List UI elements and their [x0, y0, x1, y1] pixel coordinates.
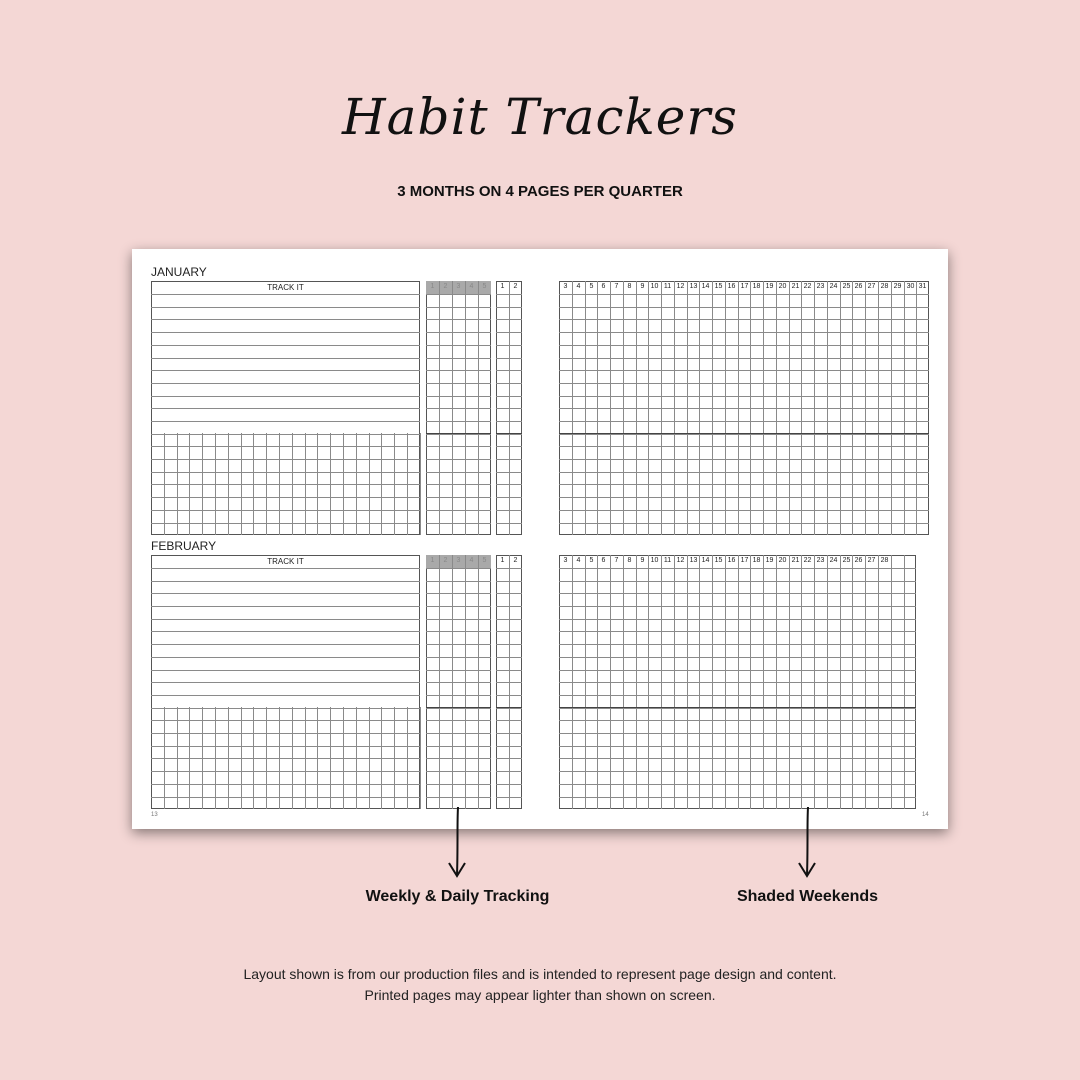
track-it-grid-column: [394, 707, 395, 809]
daily-row: [496, 758, 522, 759]
day-header: 8: [627, 557, 632, 564]
track-it-grid-column: [164, 433, 165, 535]
day-header: 21: [791, 557, 800, 564]
daily-row: [496, 670, 522, 671]
section-divider: [559, 433, 929, 434]
weekly-row: [426, 606, 491, 607]
daily-row: [559, 771, 916, 772]
track-it-label: TRACK IT: [267, 557, 304, 566]
track-it-row: [151, 497, 420, 498]
daily-row: [496, 784, 522, 785]
daily-row: [559, 358, 929, 359]
disclaimer-line-2: Printed pages may appear lighter than shown on screen.: [364, 987, 716, 1003]
track-it-label: TRACK IT: [267, 283, 304, 292]
daily-row: [496, 510, 522, 511]
weekly-row: [426, 784, 491, 785]
day-header: 9: [640, 557, 645, 564]
track-it-row: [151, 358, 420, 359]
daily-row: [496, 307, 522, 308]
track-it-grid-column: [356, 433, 357, 535]
day-header: 6: [601, 557, 606, 564]
weekly-row: [426, 459, 491, 460]
day-header: 26: [854, 283, 863, 290]
day-header: 5: [589, 557, 594, 564]
day-header: 7: [614, 283, 619, 290]
day-header: 25: [842, 283, 851, 290]
track-it-row: [151, 784, 420, 785]
daily-row: [559, 421, 929, 422]
daily-row: [496, 484, 522, 485]
day-header: 22: [803, 283, 812, 290]
day-header: 20: [778, 283, 787, 290]
weekly-row: [426, 332, 491, 333]
weekly-header: 1: [430, 283, 435, 290]
track-it-grid-column: [279, 433, 280, 535]
track-it-grid-column: [266, 707, 267, 809]
track-it-grid-column: [189, 707, 190, 809]
page-subtitle: 3 MONTHS ON 4 PAGES PER QUARTER: [397, 183, 683, 200]
daily-row: [496, 746, 522, 747]
day-header: 7: [614, 557, 619, 564]
day-header: 5: [589, 283, 594, 290]
section-divider: [559, 707, 916, 708]
daily-row: [559, 733, 916, 734]
daily-row: [559, 434, 929, 435]
day-header: 12: [676, 283, 685, 290]
track-it-row: [151, 459, 420, 460]
day-header: 27: [867, 557, 876, 564]
track-it-row: [151, 472, 420, 473]
track-it-row: [151, 733, 420, 734]
daily-row: [559, 631, 916, 632]
daily-row: [559, 720, 916, 721]
track-it-row: [151, 345, 420, 346]
daily-row: [496, 332, 522, 333]
weekly-row: [426, 319, 491, 320]
daily-row: [496, 497, 522, 498]
daily-row: [496, 319, 522, 320]
month-label: FEBRUARY: [151, 539, 217, 553]
track-it-row: [151, 593, 420, 594]
day-header: 3: [563, 557, 568, 564]
daily-row: [496, 581, 522, 582]
track-it-grid-column: [279, 707, 280, 809]
daily-row: [496, 797, 522, 798]
track-it-row: [151, 434, 420, 435]
weekly-row: [426, 695, 491, 696]
track-it-grid-column: [241, 433, 242, 535]
track-it-grid-column: [164, 707, 165, 809]
day-header: 28: [880, 283, 889, 290]
daily-row: [496, 294, 522, 295]
daily-row: [559, 797, 916, 798]
disclaimer-line-1: Layout shown is from our production files and is intended to represent page design and content.: [243, 966, 837, 982]
track-it-grid-column: [266, 433, 267, 535]
weekly-row: [426, 670, 491, 671]
track-it-grid-column: [407, 707, 408, 809]
day-header: 30: [906, 283, 915, 290]
track-it-grid-column: [228, 707, 229, 809]
daily-row: [496, 771, 522, 772]
day-header: 18: [752, 557, 761, 564]
daily-row: [559, 319, 929, 320]
day-header: 23: [816, 557, 825, 564]
day-header: 1: [500, 283, 505, 290]
weekly-row: [426, 446, 491, 447]
daily-row: [559, 784, 916, 785]
day-header: 8: [627, 283, 632, 290]
daily-row: [496, 720, 522, 721]
track-it-grid-column: [343, 707, 344, 809]
day-header: 12: [676, 557, 685, 564]
track-it-row: [151, 332, 420, 333]
daily-row: [559, 408, 929, 409]
track-it-grid-column: [202, 433, 203, 535]
daily-row: [496, 644, 522, 645]
day-header: 4: [576, 557, 581, 564]
weekly-row: [426, 797, 491, 798]
daily-row: [559, 523, 929, 524]
track-it-grid-column: [177, 707, 178, 809]
track-it-grid-column: [253, 433, 254, 535]
day-header: 16: [727, 557, 736, 564]
daily-row: [496, 695, 522, 696]
track-it-row: [151, 708, 420, 709]
track-it-row: [151, 606, 420, 607]
track-it-grid-column: [241, 707, 242, 809]
daily-row: [559, 593, 916, 594]
daily-row: [559, 332, 929, 333]
track-it-grid-column: [253, 707, 254, 809]
weekly-row: [426, 358, 491, 359]
track-it-row: [151, 523, 420, 524]
daily-row: [559, 619, 916, 620]
track-it-grid-column: [292, 707, 293, 809]
caption-weekly-daily: Weekly & Daily Tracking: [365, 888, 550, 905]
weekly-row: [426, 746, 491, 747]
day-header: 3: [563, 283, 568, 290]
weekly-row: [426, 497, 491, 498]
disclaimer: [0, 964, 1080, 1006]
track-it-grid-column: [177, 433, 178, 535]
weekly-row: [426, 408, 491, 409]
day-header: 13: [689, 557, 698, 564]
daily-row: [559, 606, 916, 607]
day-header: 15: [714, 283, 723, 290]
weekly-row: [426, 631, 491, 632]
daily-row: [496, 408, 522, 409]
weekly-row: [426, 345, 491, 346]
weekly-row: [426, 644, 491, 645]
track-it-row: [151, 771, 420, 772]
day-header: 19: [765, 557, 774, 564]
track-it-row: [151, 421, 420, 422]
track-it-grid-column: [394, 433, 395, 535]
arrow-down-icon: [445, 805, 469, 880]
day-header: 31: [918, 283, 927, 290]
daily-row: [496, 345, 522, 346]
weekly-header: 3: [456, 283, 461, 290]
daily-row: [496, 446, 522, 447]
track-it-row: [151, 446, 420, 447]
track-it-row: [151, 695, 420, 696]
day-header: 21: [791, 283, 800, 290]
weekly-row: [426, 383, 491, 384]
track-it-row: [151, 619, 420, 620]
day-header: 10: [650, 283, 659, 290]
weekly-row: [426, 510, 491, 511]
track-it-grid-column: [215, 433, 216, 535]
weekly-row: [426, 370, 491, 371]
daily-row: [496, 593, 522, 594]
track-it-row: [151, 670, 420, 671]
track-it-row: [151, 370, 420, 371]
weekly-row: [426, 593, 491, 594]
track-it-grid-column: [215, 707, 216, 809]
track-it-row: [151, 307, 420, 308]
daily-row: [559, 695, 916, 696]
day-header: 19: [765, 283, 774, 290]
day-header: 11: [663, 283, 672, 290]
weekly-header: 4: [469, 557, 474, 564]
daily-row: [559, 657, 916, 658]
daily-row: [559, 568, 916, 569]
day-header: 20: [778, 557, 787, 564]
track-it-row: [151, 484, 420, 485]
weekly-row: [426, 682, 491, 683]
daily-row: [496, 459, 522, 460]
track-it-grid-column: [381, 707, 382, 809]
day-header: 29: [893, 283, 902, 290]
weekly-row: [426, 307, 491, 308]
track-it-row: [151, 682, 420, 683]
weekly-row: [426, 657, 491, 658]
daily-row: [559, 459, 929, 460]
day-header: 24: [829, 557, 838, 564]
weekly-row: [426, 396, 491, 397]
day-header: 15: [714, 557, 723, 564]
track-it-row: [151, 758, 420, 759]
daily-row: [496, 358, 522, 359]
daily-row: [496, 383, 522, 384]
track-it-row: [151, 568, 420, 569]
track-it-row: [151, 319, 420, 320]
day-header: 14: [701, 283, 710, 290]
track-it-row: [151, 294, 420, 295]
weekly-row: [426, 421, 491, 422]
track-it-grid-column: [381, 433, 382, 535]
track-it-row: [151, 720, 420, 721]
weekly-row: [426, 294, 491, 295]
weekly-header: 5: [482, 283, 487, 290]
day-header: 2: [513, 283, 518, 290]
weekly-header: 1: [430, 557, 435, 564]
weekly-row: [426, 434, 491, 435]
daily-row: [496, 370, 522, 371]
daily-row: [559, 758, 916, 759]
track-it-row: [151, 644, 420, 645]
track-it-grid-column: [369, 433, 370, 535]
track-it-grid-column: [369, 707, 370, 809]
day-header: 28: [880, 557, 889, 564]
day-header: 17: [740, 283, 749, 290]
daily-row: [496, 657, 522, 658]
daily-row: [559, 345, 929, 346]
day-header: 18: [752, 283, 761, 290]
daily-row: [496, 396, 522, 397]
track-it-grid-column: [305, 707, 306, 809]
weekly-row: [426, 523, 491, 524]
weekly-row: [426, 771, 491, 772]
daily-row: [559, 383, 929, 384]
daily-row: [559, 307, 929, 308]
daily-row: [496, 606, 522, 607]
track-it-row: [151, 746, 420, 747]
planner-spread: [132, 249, 948, 829]
weekly-row: [426, 484, 491, 485]
daily-row: [559, 708, 916, 709]
daily-row: [559, 370, 929, 371]
page-number-left: 13: [151, 812, 158, 818]
track-it-grid-column: [228, 433, 229, 535]
track-it-row: [151, 797, 420, 798]
weekly-header: 4: [469, 283, 474, 290]
daily-row: [559, 644, 916, 645]
track-it-grid-column: [317, 433, 318, 535]
day-header: 10: [650, 557, 659, 564]
track-it-grid-column: [343, 433, 344, 535]
page-title: Habit Trackers: [342, 88, 738, 146]
day-header: 27: [867, 283, 876, 290]
track-it-grid-column: [420, 707, 421, 809]
day-header: 23: [816, 283, 825, 290]
daily-row: [496, 568, 522, 569]
weekly-header: 2: [443, 283, 448, 290]
day-header: 17: [740, 557, 749, 564]
page-number-right: 14: [922, 812, 929, 818]
track-it-row: [151, 510, 420, 511]
day-header: 26: [854, 557, 863, 564]
daily-row: [559, 682, 916, 683]
day-header: 11: [663, 557, 672, 564]
daily-row: [496, 619, 522, 620]
track-it-row: [151, 657, 420, 658]
daily-row: [496, 434, 522, 435]
weekly-row: [426, 733, 491, 734]
track-it-grid-column: [420, 433, 421, 535]
day-header: 13: [689, 283, 698, 290]
day-header: 24: [829, 283, 838, 290]
weekly-row: [426, 581, 491, 582]
track-it-grid-column: [330, 707, 331, 809]
day-header: 2: [513, 557, 518, 564]
day-header: 6: [601, 283, 606, 290]
daily-row: [496, 472, 522, 473]
daily-row: [496, 708, 522, 709]
daily-row: [559, 670, 916, 671]
section-divider: [496, 433, 522, 434]
track-it-row: [151, 408, 420, 409]
track-it-grid-column: [317, 707, 318, 809]
daily-row: [559, 581, 916, 582]
weekly-row: [426, 720, 491, 721]
weekly-header: 3: [456, 557, 461, 564]
caption-shaded-weekends: Shaded Weekends: [736, 888, 879, 905]
track-it-grid-column: [292, 433, 293, 535]
daily-row: [496, 523, 522, 524]
daily-row: [559, 497, 929, 498]
track-it-grid-column: [407, 433, 408, 535]
weekly-row: [426, 568, 491, 569]
track-it-grid-column: [305, 433, 306, 535]
weekly-row: [426, 708, 491, 709]
daily-row: [559, 472, 929, 473]
weekly-row: [426, 619, 491, 620]
section-divider: [496, 707, 522, 708]
daily-row: [559, 484, 929, 485]
daily-row: [559, 446, 929, 447]
track-it-row: [151, 581, 420, 582]
weekly-row: [426, 472, 491, 473]
daily-row: [496, 682, 522, 683]
weekly-header: 2: [443, 557, 448, 564]
section-divider: [426, 433, 491, 434]
daily-row: [496, 631, 522, 632]
track-it-grid-column: [189, 433, 190, 535]
track-it-row: [151, 383, 420, 384]
track-it-grid-column: [202, 707, 203, 809]
daily-row: [559, 510, 929, 511]
track-it-row: [151, 631, 420, 632]
daily-row: [496, 421, 522, 422]
weekly-row: [426, 758, 491, 759]
day-header: 14: [701, 557, 710, 564]
day-header: 4: [576, 283, 581, 290]
daily-row: [559, 294, 929, 295]
weekly-header: 5: [482, 557, 487, 564]
daily-row: [559, 396, 929, 397]
track-it-grid-column: [330, 433, 331, 535]
arrow-down-icon: [795, 805, 819, 880]
section-divider: [426, 707, 491, 708]
day-header: 16: [727, 283, 736, 290]
day-header: 22: [803, 557, 812, 564]
day-header: 9: [640, 283, 645, 290]
track-it-grid-column: [356, 707, 357, 809]
day-header: 25: [842, 557, 851, 564]
day-header: 1: [500, 557, 505, 564]
track-it-row: [151, 396, 420, 397]
daily-row: [496, 733, 522, 734]
daily-row: [559, 746, 916, 747]
month-label: JANUARY: [151, 265, 207, 279]
